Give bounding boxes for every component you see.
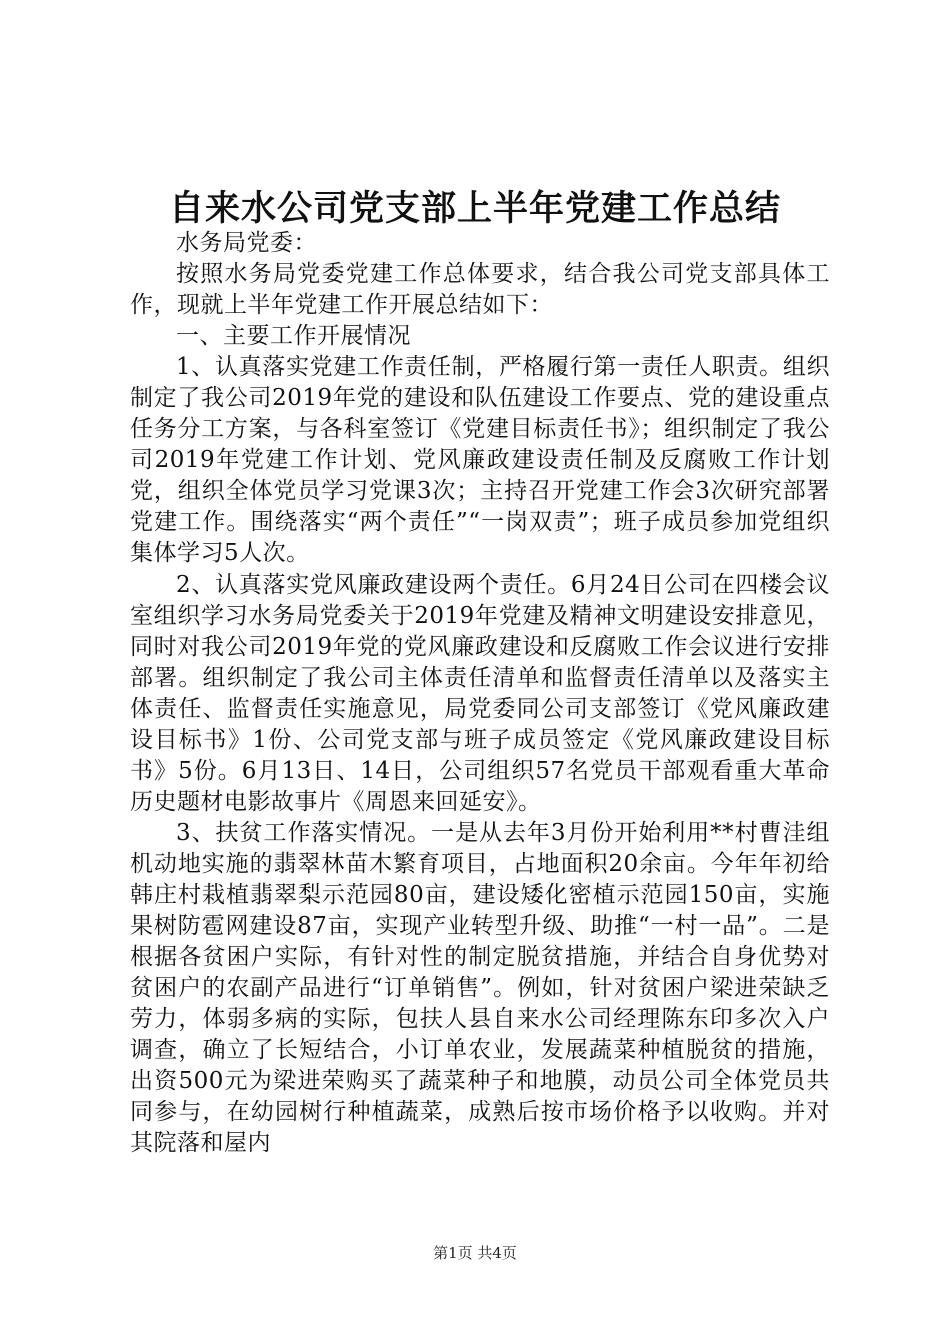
paragraph-item-3: 3、扶贫工作落实情况。一是从去年3月份开始利用**村曹洼组机动地实施的翡翠林苗木繁育项目，占地面积20余亩。今年年初给韩庄村栽植翡翠梨示范园80亩，建设矮化密植示范园150亩，实施果树防雹网建设87亩，实现产业转型升级、助推“一村一品”。二是根据各贫困户实际，有针对性的制定脱贫措施，并结合自身优势对贫困户的农副产品进行“订单销售”。例如，针对贫困户梁进荣缺乏劳力，体弱多病的实际，包扶人县自来水公司经理陈东印多次入户调查，确立了长短结合，小订单农业，发展蔬菜种植脱贫的措施，出资500元为梁进荣购买了蔬菜种子和地膜，动员公司全体党员共同参与，在幼园树行种植蔬菜，成熟后按市场价格予以收购。并对其院落和屋内 (130, 819, 830, 1157)
page-total: 共4页 (477, 1244, 517, 1262)
document-body (130, 228, 830, 1159)
page-footer (0, 1243, 950, 1263)
salutation: 水务局党委： (176, 230, 317, 256)
document-title: 自来水公司党支部上半年党建工作总结 (168, 189, 781, 229)
section-heading: 一、主要工作开展情况 (176, 323, 411, 350)
paragraph-item-2: 2、认真落实党风廉政建设两个责任。6月24日公司在四楼会议室组织学习水务局党委关于2019年党建及精神文明建设安排意见，同时对我公司2019年党的党风廉政建设和反腐败工作会议进行安排部署。组织制定了我公司主体责任清单和监督责任清单以及落实主体责任、监督责任实施意见，局党委同公司支部签订《党风廉政建设目标书》1份、公司党支部与班子成员签定《党风廉政建设目标书》5份。6月13日、14日，公司组织57名党员干部观看重大革命历史题材电影故事片《周恩来回延安》。 (130, 571, 830, 815)
paragraph-intro: 按照水务局党委党建工作总体要求，结合我公司党支部具体工作，现就上半年党建工作开展总结如下： (130, 261, 830, 319)
page-number: 第1页 (433, 1244, 473, 1262)
paragraph-item-1: 1、认真落实党建工作责任制，严格履行第一责任人职责。组织制定了我公司2019年党的建设和队伍建设工作要点、党的建设重点任务分工方案，与各科室签订《党建目标责任书》；组织制定了我公司2019年党建工作计划、党风廉政建设责任制及反腐败工作计划党，组织全体党员学习党课3次；主持召开党建工作会3次研究部署党建工作。围绕落实“两个责任”“一岗双责”；班子成员参加党组织集体学习5人次。 (130, 354, 830, 567)
